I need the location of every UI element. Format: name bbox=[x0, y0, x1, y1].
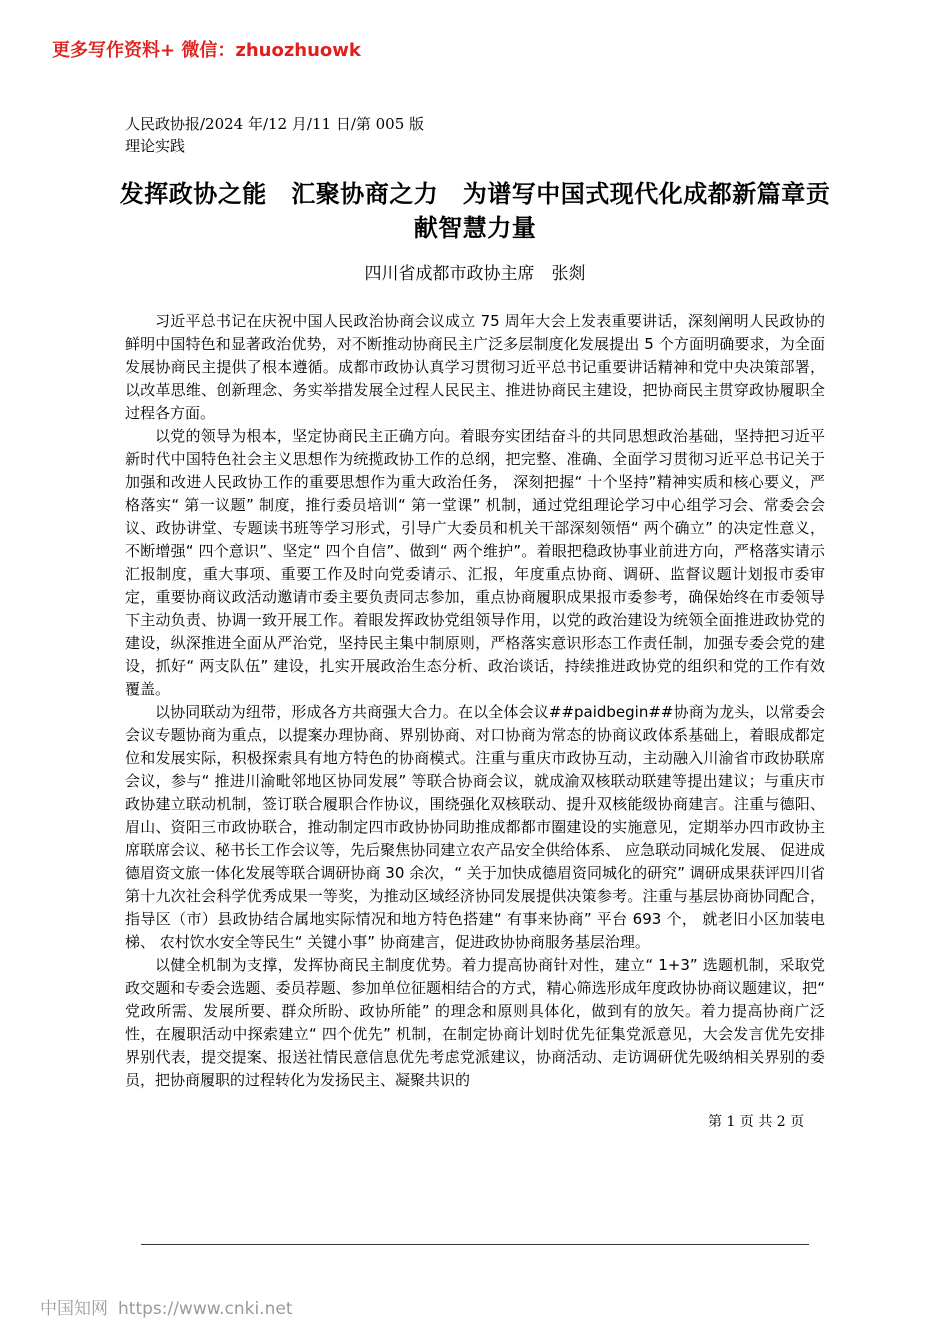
watermark bbox=[40, 1294, 292, 1319]
promo-banner: 更多写作资料+ 微信：zhuozhuowk bbox=[52, 40, 361, 61]
source-citation: 人民政协报/2024 年/12 月/11 日/第 005 版理论实践 bbox=[125, 115, 425, 155]
article-author: 四川省成都市政协主席 张剡 bbox=[364, 264, 586, 284]
footer-divider bbox=[141, 1244, 809, 1245]
watermark-brand: 中国知网 bbox=[40, 1299, 108, 1319]
paragraph: 以健全机制为支撑，发挥协商民主制度优势。着力提高协商针对性，建立“ 1+3” 选题机制，采取党政交题和专委会选题、委员荐题、参加单位征题相结合的方式，精心筛选形成年度政协协商议题建议，把“ 党政所需、发展所要、群众所盼、政协所能” 的理念和原则具体化，做到有的放矢。着力提高协商广泛性，在履职活动中探索建立“ 四个优先” 机制，在制定协商计划时优先征集党派意见，大会发言优先安排界别代表，提交提案、报送社情民意信息优先考虑党派建议，协商活动、走访调研优先吸纳相关界别的委员，把协商履职的过程转化为发扬民主、凝聚共识的 bbox=[125, 956, 825, 1089]
article-title: 发挥政协之能 汇聚协商之力 为谱写中国式现代化成都新篇章贡献智慧力量 bbox=[119, 180, 831, 242]
paragraph: 以协同联动为纽带，形成各方共商强大合力。在以全体会议##paidbegin##协商为龙头，以常委会会议专题协商为重点，以提案办理协商、界别协商、对口协商为常态的协商议政体系基础上，着眼成都定位和发展实际，积极探索具有地方特色的协商模式。注重与重庆市政协互动，主动融入川渝省市政协联席会议，参与“ 推进川渝毗邻地区协同发展” 等联合协商会议，就成渝双核联动联建等提出建议；与重庆市政协建立联动机制，签订联合履职合作协议，围绕强化双核联动、提升双核能级协商建言。注重与德阳、眉山、资阳三市政协联合，推动制定四市政协协同助推成都都市圈建设的实施意见，定期举办四市政协主席联席会议、秘书长工作会议等，先后聚焦协同建立农产品安全供给体系、 应急联动同城化发展、 促进成德眉资文旅一体化发展等联合调研协商 30 余次，“ 关于加快成德眉资同城化的研究” 调研成果获评四川省第十九次社会科学优秀成果一等奖，为推动区域经济协同发展提供决策参考。注重与基层协商协同配合，指导区（市）县政协结合属地实际情况和地方特色搭建“ 有事来协商” 平台 693 个， 就老旧小区加装电梯、 农村饮水安全等民生“ 关键小事” 协商建言，促进政协协商服务基层治理。 bbox=[125, 703, 825, 951]
page-number: 第 1 页 共 2 页 bbox=[708, 1114, 805, 1130]
paragraph: 习近平总书记在庆祝中国人民政治协商会议成立 75 周年大会上发表重要讲话，深刻阐明人民政协的鲜明中国特色和显著政治优势，对不断推动协商民主广泛多层制度化发展提出 5 个方面明确要求，为全面发展协商民主提供了根本遵循。成都市政协认真学习贯彻习近平总书记重要讲话精神和党中央决策部署，以改革思维、创新理念、务实举措发展全过程人民民主、推进协商民主建设，把协商民主贯穿政协履职全过程各方面。 bbox=[125, 312, 825, 422]
paragraph: 以党的领导为根本，坚定协商民主正确方向。着眼夯实团结奋斗的共同思想政治基础，坚持把习近平新时代中国特色社会主义思想作为统揽政协工作的总纲，把完整、准确、全面学习贯彻习近平总书记关于加强和改进人民政协工作的重要思想作为重大政治任务， 深刻把握“ 十个坚持”精神实质和核心要义，严格落实“ 第一议题” 制度，推行委员培训“ 第一堂课” 机制，通过党组理论学习中心组学习会、常委会会议、政协讲堂、专题读书班等学习形式，引导广大委员和机关干部深刻领悟“ 两个确立” 的决定性意义，不断增强“ 四个意识”、坚定“ 四个自信”、做到“ 两个维护”。着眼把稳政协事业前进方向，严格落实请示汇报制度，重大事项、重要工作及时向党委请示、汇报，年度重点协商、调研、监督议题计划报市委审定，重要协商议政活动邀请市委主要负责同志参加，重点协商履职成果报市委参考，确保始终在市委领导下主动负责、协调一致开展工作。着眼发挥政协党组领导作用，以党的政治建设为统领全面推进政协党的建设，纵深推进全面从严治党，坚持民主集中制原则，严格落实意识形态工作责任制，加强专委会党的建设，抓好“ 两支队伍” 建设，扎实开展政治生态分析、政治谈话，持续推进政协党的组织和党的工作有效覆盖。 bbox=[125, 427, 825, 698]
watermark-url: https://www.cnki.net bbox=[118, 1299, 293, 1319]
article-body bbox=[125, 310, 825, 1092]
